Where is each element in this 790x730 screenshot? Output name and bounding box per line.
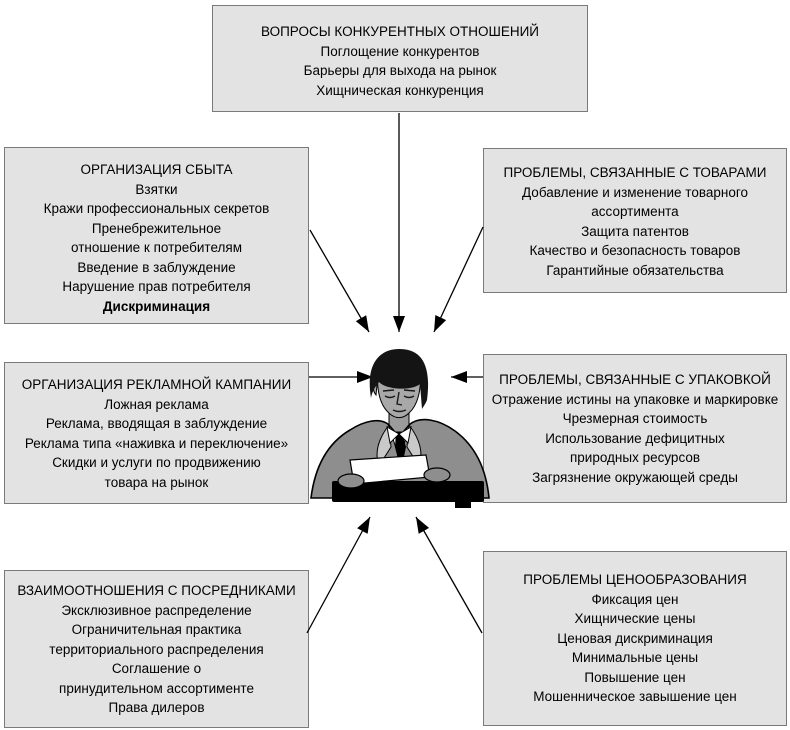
face-features bbox=[383, 390, 415, 412]
box-item: Барьеры для выхода на рынок bbox=[303, 63, 497, 78]
box-title: ОРГАНИЗАЦИЯ РЕКЛАМНОЙ КАМПАНИИ bbox=[21, 377, 292, 392]
box-title: ВЗАИМООТНОШЕНИЯ С ПОСРЕДНИКАМИ bbox=[17, 583, 296, 598]
box-competition-issues bbox=[212, 5, 588, 112]
lapel-right bbox=[407, 425, 421, 466]
hair bbox=[370, 349, 428, 409]
box-item: Фиксация цен bbox=[591, 591, 679, 607]
paper bbox=[350, 455, 430, 484]
box-item: Права дилеров bbox=[108, 700, 205, 715]
box-item: Минимальные цены bbox=[571, 650, 699, 665]
box-item: Реклама типа «наживка и переключение» bbox=[24, 435, 289, 451]
box-sales-organization bbox=[4, 147, 309, 324]
ear-right bbox=[421, 385, 425, 395]
hand-left bbox=[338, 474, 364, 488]
arrows bbox=[307, 113, 483, 633]
box-title: ПРОБЛЕМЫ, СВЯЗАННЫЕ С УПАКОВКОЙ bbox=[499, 372, 771, 387]
collar-left bbox=[387, 427, 399, 443]
box-item: Ложная реклама bbox=[104, 396, 209, 412]
box-pricing-problems bbox=[483, 551, 787, 726]
box-item: Реклама, вводящая в заблуждение bbox=[45, 416, 268, 431]
box-item: Скидки и услуги по продвижению товара на рынок bbox=[52, 455, 261, 490]
box-item-discrimination: Дискриминация bbox=[102, 298, 211, 314]
box-item: Введение в заблуждение bbox=[77, 259, 236, 275]
lapel-left bbox=[377, 425, 391, 466]
box-product-problems bbox=[483, 148, 787, 293]
box-item: Гарантийные обязательства bbox=[546, 262, 724, 278]
box-item: Загрязнение окружающей среды bbox=[532, 469, 738, 485]
shirt bbox=[391, 432, 407, 462]
box-item: Взятки bbox=[135, 181, 178, 197]
box-item: Хищнические цены bbox=[574, 611, 696, 626]
arrow-from-sales bbox=[310, 230, 369, 332]
box-item: Повышение цен bbox=[584, 669, 686, 685]
box-item: Нарушение прав потребителя bbox=[62, 279, 251, 294]
tie bbox=[395, 432, 406, 471]
box-item: Добавление и изменение товарного ассортимента bbox=[522, 184, 748, 219]
face bbox=[378, 370, 421, 418]
desk bbox=[332, 481, 484, 502]
jacket bbox=[311, 420, 489, 498]
box-title: ВОПРОСЫ КОНКУРЕНТНЫХ ОТНОШЕНИЙ bbox=[261, 24, 539, 39]
box-item: Хищническая конкуренция bbox=[316, 82, 484, 98]
arrow-from-pricing bbox=[416, 517, 482, 633]
box-item: Ценовая дискриминация bbox=[557, 630, 713, 646]
box-title: ОРГАНИЗАЦИЯ СБЫТА bbox=[80, 162, 233, 177]
box-advertising-campaign bbox=[4, 362, 309, 504]
arrow-from-intermediaries bbox=[307, 517, 370, 633]
box-item: Ограничительная практика территориального распределения bbox=[49, 622, 264, 657]
neck bbox=[389, 410, 409, 434]
collar-right bbox=[399, 427, 411, 443]
box-item: Использование дефицитных природных ресурсов bbox=[545, 430, 725, 465]
box-item: Качество и безопасность товаров bbox=[529, 243, 741, 258]
box-item: Чрезмерная стоимость bbox=[562, 411, 708, 426]
box-item: Пренебрежительное отношение к потребителям bbox=[70, 220, 242, 255]
box-item: Поглощение конкурентов bbox=[320, 43, 480, 59]
box-item: Отражение истины на упаковке и маркировке bbox=[491, 391, 779, 407]
box-title: ПРОБЛЕМЫ ЦЕНООБРАЗОВАНИЯ bbox=[523, 572, 747, 587]
man-at-typewriter-icon bbox=[311, 349, 489, 508]
arrow-from-products bbox=[434, 227, 483, 332]
ear-left bbox=[373, 385, 377, 395]
box-item: Мошенническое завышение цен bbox=[533, 689, 737, 704]
box-item: Кражи профессиональных секретов bbox=[43, 201, 270, 216]
desk-leg bbox=[455, 500, 471, 508]
hand-right bbox=[424, 468, 450, 482]
box-title: ПРОБЛЕМЫ, СВЯЗАННЫЕ С ТОВАРАМИ bbox=[503, 165, 767, 180]
box-intermediary-relations bbox=[4, 570, 309, 728]
box-item: Защита патентов bbox=[581, 223, 689, 239]
box-item: Эксклюзивное распределение bbox=[61, 602, 252, 618]
box-packaging-problems bbox=[483, 354, 787, 503]
box-item: Соглашение о принудительном ассортименте bbox=[59, 661, 254, 696]
